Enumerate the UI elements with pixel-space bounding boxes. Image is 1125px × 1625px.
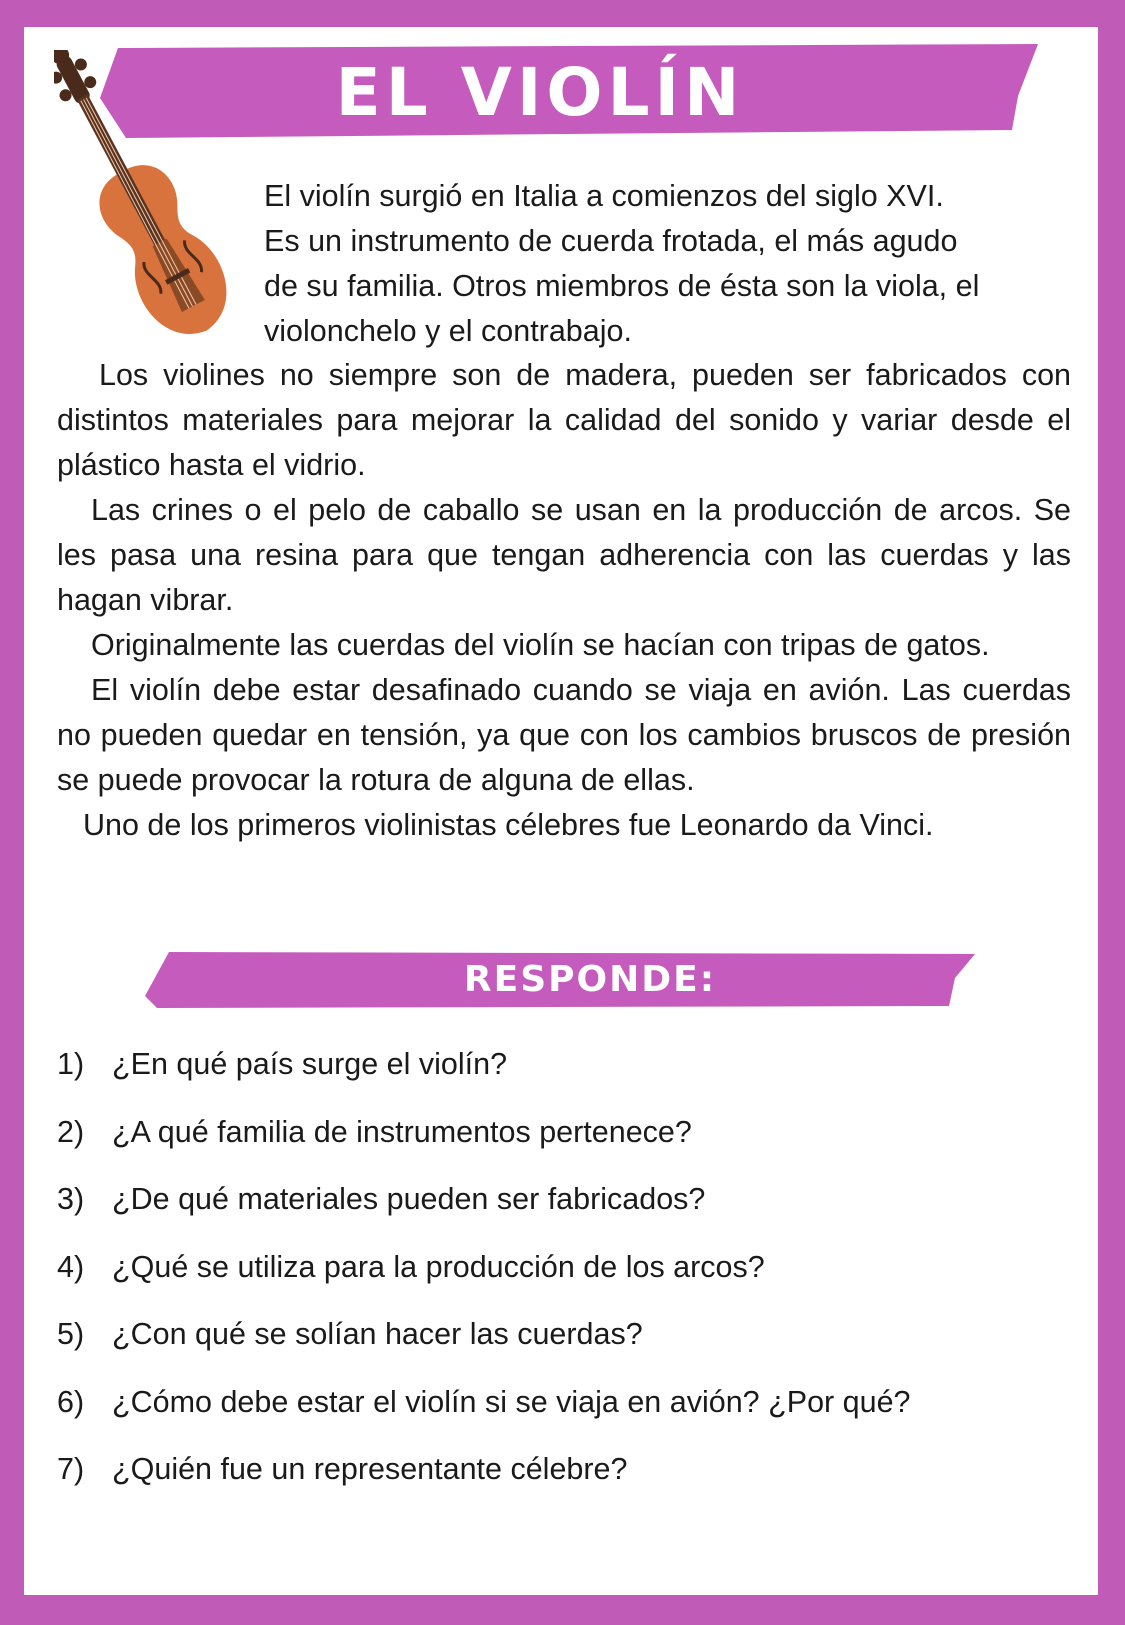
intro-text (264, 174, 1084, 354)
question-text: ¿Cómo debe estar el violín si se viaja en avión? ¿Por qué? (112, 1384, 911, 1419)
intro-line: violonchelo y el contrabajo. (264, 314, 632, 348)
question-number: 2) (57, 1114, 85, 1149)
paragraph: El violín debe estar desafinado cuando se viaja en avión. Las cuerdas no pueden quedar en tensión, ya que con los cambios bruscos de presión se puede provocar la rotura de alguna de ellas. (57, 673, 1071, 797)
question-number: 4) (57, 1249, 85, 1284)
page-title: EL VIOLÍN (335, 53, 745, 131)
question-item (57, 1312, 1071, 1380)
intro-line: de su familia. Otros miembros de ésta son la viola, el (264, 269, 980, 303)
question-text: ¿A qué familia de instrumentos pertenece? (112, 1114, 692, 1149)
question-list (57, 1042, 1071, 1515)
section-heading: RESPONDE: (463, 958, 717, 1000)
paragraph: Los violines no siempre son de madera, pueden ser fabricados con distintos materiales para mejorar la calidad del sonido y variar desde el plástico hasta el vidrio. (57, 358, 1071, 482)
intro-line: El violín surgió en Italia a comienzos del siglo XVI. (264, 179, 944, 213)
question-item (57, 1245, 1071, 1313)
question-number: 3) (57, 1182, 85, 1216)
paragraph: Uno de los primeros violinistas célebres fue Leonardo da Vinci. (83, 808, 934, 842)
reading-text (57, 353, 1071, 848)
paragraph: Las crines o el pelo de caballo se usan en la producción de arcos. Se les pasa una resina para que tengan adherencia con las cuerdas y las hagan vibrar. (57, 493, 1071, 617)
question-item (57, 1177, 1071, 1245)
question-text: ¿Qué se utiliza para la producción de los arcos? (112, 1249, 765, 1284)
question-item (57, 1447, 1071, 1515)
paragraph: Originalmente las cuerdas del violín se hacían con tripas de gatos. (91, 628, 990, 662)
question-text: ¿De qué materiales pueden ser fabricados? (112, 1182, 706, 1216)
question-text: ¿Con qué se solían hacer las cuerdas? (112, 1317, 643, 1351)
question-item (57, 1042, 1071, 1110)
question-number: 6) (57, 1384, 85, 1419)
intro-line: Es un instrumento de cuerda frotada, el más agudo (264, 224, 958, 258)
question-item (57, 1380, 1071, 1448)
question-number: 7) (57, 1452, 85, 1486)
question-number: 1) (57, 1047, 85, 1081)
question-number: 5) (57, 1317, 85, 1351)
question-text: ¿En qué país surge el violín? (112, 1047, 508, 1081)
violin-icon (54, 50, 239, 350)
question-item (57, 1110, 1071, 1178)
question-text: ¿Quién fue un representante célebre? (112, 1452, 628, 1486)
